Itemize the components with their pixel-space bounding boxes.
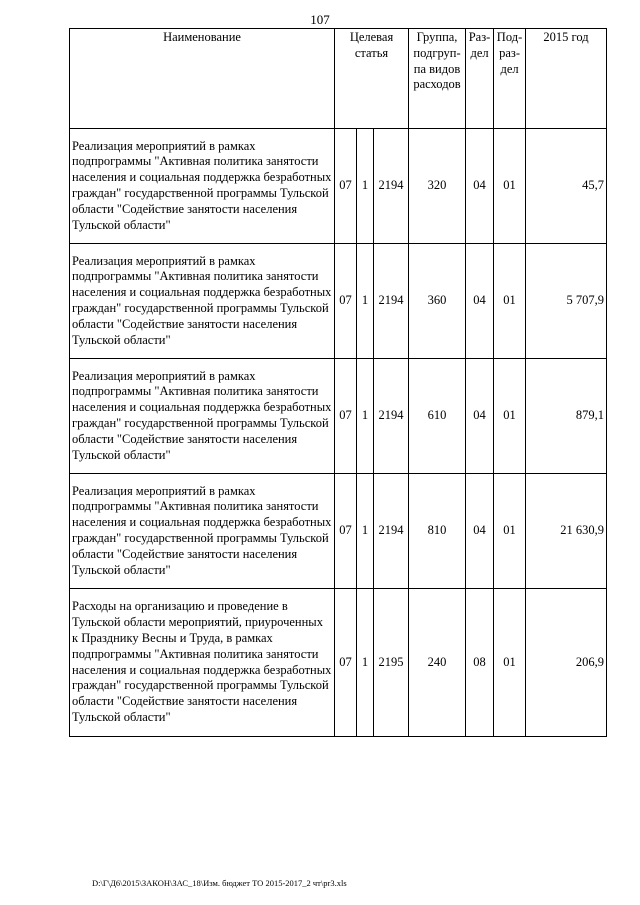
row-section: 04 — [466, 359, 494, 474]
row-name: Реализация мероприятий в рамках подпрограммы "Активная политика занятости населения и социальная поддержка безработных граждан" государственной программы Тульской области "Содействие занятости населения Тульской области" — [70, 474, 335, 589]
row-group: 610 — [409, 359, 466, 474]
row-code: 2194 — [374, 244, 409, 359]
row-section: 04 — [466, 244, 494, 359]
row-subsection: 01 — [494, 359, 526, 474]
row-group: 240 — [409, 589, 466, 737]
row-sub: 1 — [357, 474, 374, 589]
row-group: 810 — [409, 474, 466, 589]
row-amount: 21 630,9 — [526, 474, 607, 589]
table-row — [70, 129, 607, 244]
row-prog: 07 — [335, 474, 357, 589]
header-target: Целевая статья — [335, 29, 409, 129]
row-sub: 1 — [357, 359, 374, 474]
table-row — [70, 589, 607, 737]
budget-table — [69, 28, 607, 737]
table-row — [70, 474, 607, 589]
row-amount: 45,7 — [526, 129, 607, 244]
row-prog: 07 — [335, 129, 357, 244]
row-amount: 206,9 — [526, 589, 607, 737]
row-name: Реализация мероприятий в рамках подпрограммы "Активная политика занятости населения и социальная поддержка безработных граждан" государственной программы Тульской области "Содействие занятости населения Тульской области" — [70, 129, 335, 244]
row-group: 320 — [409, 129, 466, 244]
row-section: 08 — [466, 589, 494, 737]
table-row — [70, 244, 607, 359]
row-name: Расходы на организацию и проведение в Тульской области мероприятий, приуроченных к Празднику Весны и Труда, в рамках подпрограммы "Активная политика занятости населения и социальная поддержка безработных граждан" государственной программы Тульской области "Содействие занятости населения Тульской области" — [70, 589, 335, 737]
row-prog: 07 — [335, 589, 357, 737]
header-section: Раз-дел — [466, 29, 494, 129]
header-group: Группа, подгруп-па видов расходов — [409, 29, 466, 129]
header-name: Наименование — [70, 29, 335, 129]
row-prog: 07 — [335, 359, 357, 474]
row-section: 04 — [466, 129, 494, 244]
row-subsection: 01 — [494, 474, 526, 589]
row-code: 2194 — [374, 474, 409, 589]
page-number: 107 — [310, 12, 330, 27]
row-subsection: 01 — [494, 129, 526, 244]
table-header-row — [70, 29, 607, 129]
row-subsection: 01 — [494, 589, 526, 737]
row-section: 04 — [466, 474, 494, 589]
row-amount: 879,1 — [526, 359, 607, 474]
row-sub: 1 — [357, 244, 374, 359]
row-sub: 1 — [357, 589, 374, 737]
row-name: Реализация мероприятий в рамках подпрограммы "Активная политика занятости населения и социальная поддержка безработных граждан" государственной программы Тульской области "Содействие занятости населения Тульской области" — [70, 359, 335, 474]
row-subsection: 01 — [494, 244, 526, 359]
row-sub: 1 — [357, 129, 374, 244]
row-prog: 07 — [335, 244, 357, 359]
row-code: 2194 — [374, 359, 409, 474]
row-name: Реализация мероприятий в рамках подпрограммы "Активная политика занятости населения и социальная поддержка безработных граждан" государственной программы Тульской области "Содействие занятости населения Тульской области" — [70, 244, 335, 359]
row-amount: 5 707,9 — [526, 244, 607, 359]
file-path-footer: D:\Г\Д6\2015\ЗАКОН\ЗАС_18\Изм. бюджет ТО 2015-2017_2 чт\pr3.xls — [92, 878, 347, 888]
row-code: 2195 — [374, 589, 409, 737]
row-group: 360 — [409, 244, 466, 359]
table-row — [70, 359, 607, 474]
row-code: 2194 — [374, 129, 409, 244]
header-subsection: Под-раз-дел — [494, 29, 526, 129]
header-year: 2015 год — [526, 29, 607, 129]
